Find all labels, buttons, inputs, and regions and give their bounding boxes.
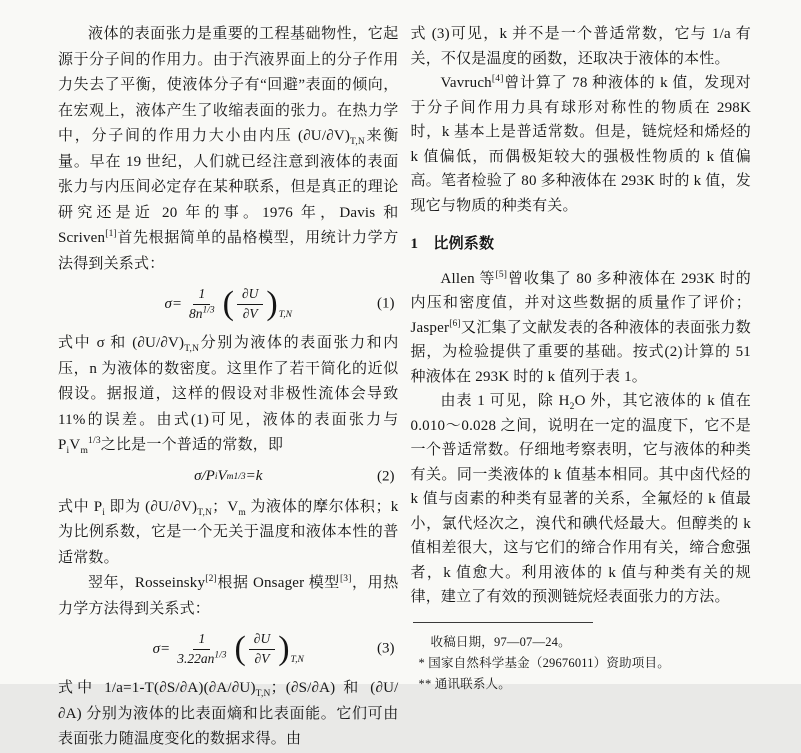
equation-2: [58, 464, 399, 490]
paragraph-eq3-explain: 式中 $1/a=1-T(\partial S/\partial A)(\partial A/\partial U)_{T,N}$；(∂S/∂A) 和 (∂U/∂A) 分别为液体的比表面熵和比表面能。它们可由表面张力随温度变化的数据求得。由: [58, 680, 399, 747]
eq3-partial-numerator: ∂U: [249, 630, 275, 649]
open-paren: (: [234, 629, 246, 667]
eq1-subscript: T,N: [278, 309, 293, 320]
paragraph-eq2-explain: 式中 $P_i$ 即为 $(\partial U/\partial V)_{T,N}$；$V_m$ 为液体的摩尔体积；k 为比例系数，它是一个无关于温度和液体本性的普适常数。: [58, 498, 399, 566]
eq1-partial-fraction: [237, 285, 263, 322]
equation-3: [58, 627, 399, 671]
paragraph-rosseinsky: 翌年，Rosseinsky[2]根据 Onsager 模型[3]，用热力学方法得到关系式：: [58, 574, 399, 617]
footnote-corresponding-author: ** 通讯联系人。: [418, 676, 511, 691]
footnote-received-date: 收稿日期，97—07—24。: [430, 634, 571, 649]
eq3-numerator: 1: [193, 630, 210, 649]
section-heading: 1 比例系数: [410, 236, 495, 252]
paragraph-vavruch: Vavruch[4]曾计算了 78 种液体的 k 值，发现对于分子间作用力具有球形对称性的物质在 298K 时，k 基本上是普适常数。但是，链烷烃和烯烃的 k 值偏低，而偶极矩较大的强极性物质的 k 值偏高。笔者检验了 80 多种液体在 293K 时的 k 值，发现它与物质的种类有关。: [410, 74, 751, 214]
eq1-lhs: σ=: [164, 295, 182, 312]
eq3-fraction: [172, 630, 231, 667]
eq3-lhs: σ=: [152, 640, 171, 657]
eq3-subscript: T,N: [290, 654, 304, 665]
equation-3-number: (3): [377, 640, 395, 657]
equation-1-body: [164, 285, 292, 322]
eq3-denominator: $3.22an^{1/3}$: [177, 650, 227, 666]
eq3-partial-fraction: [249, 630, 275, 667]
equation-2-number: (2): [377, 468, 395, 484]
equation-1: [58, 282, 399, 326]
eq1-fraction: [184, 285, 220, 322]
equation-3-body: [153, 630, 304, 667]
eq1-denominator: $8n^{1/3}$: [189, 305, 215, 321]
paragraph-intro: 液体的表面张力是重要的工程基础物性，它起源于分子间的作用力。由于汽液界面上的分子作用力失去了平衡，使液体分子有“回避”表面的倾向，在宏观上，液体产生了收缩表面的张力。在热力学中，分子间的作用力大小由内压 $(\partial U/\partial V)_{T,N}$来衡量。早在 19 世纪，人们就已经注意到液体的表面张力与内压间必定存在某种联系，但是真正的理论研究还是近 20 年的事。1976 年，Davis 和 Scriven[1]首先根据简单的晶格模型，用统计力学方法得到关系式：: [58, 26, 399, 272]
footnotes: [411, 622, 752, 695]
eq1-partial-denominator: ∂V: [242, 305, 258, 321]
footnote-divider: [413, 622, 593, 623]
equation-2-body: σ/P i V m 1/3 =k: [194, 468, 263, 484]
footnote-funding: * 国家自然科学基金（29676011）资助项目。: [418, 655, 670, 670]
equation-1-number: (1): [377, 295, 395, 312]
right-column: [410, 22, 752, 691]
eq1-partial-numerator: ∂U: [237, 285, 263, 304]
paragraph-eq1-explain: 式中 σ 和 $(\partial U/\partial V)_{T,N}$分别为液体的表面张力和内压，n 为液体的数密度。这里作了若干简化的近似假设。据报道，这样的假设对非极性流体会导致 11%的误差。由式(1)可见，液体的表面张力与 $P_iV_m^{1/3}$之比是一个普适的常数，即: [58, 335, 399, 456]
close-paren: ): [266, 284, 278, 322]
eq3-partial-denominator: ∂V: [254, 650, 270, 666]
paragraph-continuation: 式 (3)可见，k 并不是一个普适常数，它与 1/a 有关，不仅是温度的函数，还取决于液体的本性。: [410, 26, 751, 67]
paragraph-table1-discussion: 由表 1 可见，除 $H_2O$ 外，其它液体的 k 值在 0.010～0.028 之间，说明在一定的温度下，它不是一个普适常数。仔细地考察表明，它与液体的种类有关。同一类液体的 k 值基本相同。其中卤代烃的 k 值与卤素的种类有显著的关系，全氟烃的 k 值最小，氯代烃次之，溴代和碘代烃最大。但醇类的 k 值相差很大，这与它们的缔合作用有关，缔合愈强者，k 值愈大。利用液体的 k 值与种类有关的规律，建立了有效的预测链烷烃表面张力的方法。: [410, 393, 751, 605]
left-column: [58, 22, 399, 747]
close-paren: ): [278, 629, 290, 667]
eq1-numerator: 1: [193, 285, 210, 304]
paragraph-allen-jasper: Allen 等[5]曾收集了 80 多种液体在 293K 时的内压和密度值，并对这些数据的质量作了评价；Jasper[6]又汇集了文献发表的各种液体的表面张力数据，为检验提供了重要的基础。按式(2)计算的 51 种液体在 293K 时的 k 值列于表 1。: [410, 269, 751, 385]
open-paren: (: [222, 284, 234, 322]
